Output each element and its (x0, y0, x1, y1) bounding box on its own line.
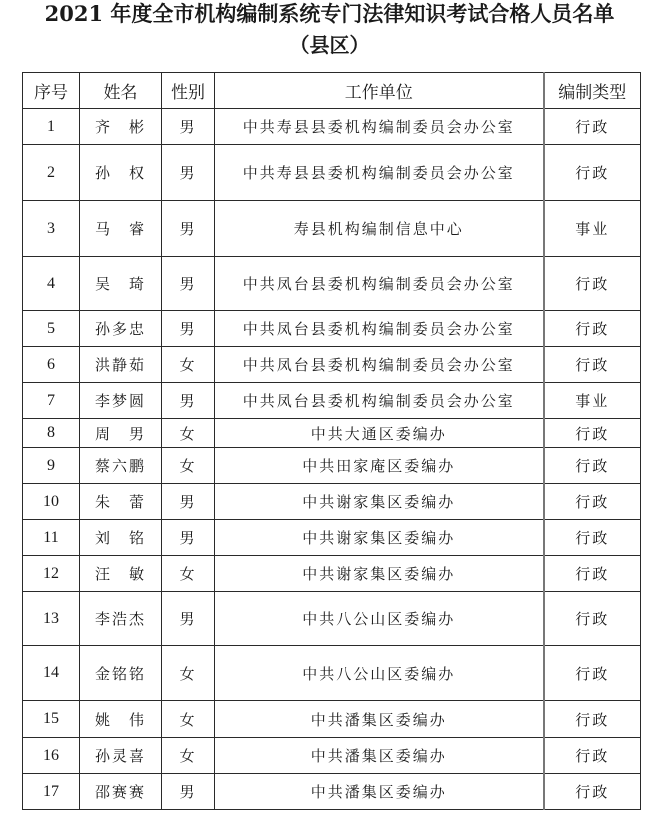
table-row (23, 701, 641, 738)
person-name-cell: 马 睿 (80, 201, 162, 257)
person-name-cell: 邵赛赛 (80, 774, 162, 810)
row-number-cell: 16 (23, 738, 80, 774)
work-unit-cell: 中共凤台县委机构编制委员会办公室 (215, 383, 544, 419)
gender-cell: 女 (162, 419, 215, 448)
row-number-cell: 7 (23, 383, 80, 419)
table-row (23, 419, 641, 448)
person-name-cell: 刘 铭 (80, 520, 162, 556)
person-name-cell: 朱 蕾 (80, 484, 162, 520)
table-row (23, 738, 641, 774)
table-row (23, 774, 641, 810)
gender-cell: 男 (162, 484, 215, 520)
gender-cell: 男 (162, 592, 215, 646)
table-row (23, 646, 641, 701)
work-unit-cell: 中共凤台县委机构编制委员会办公室 (215, 257, 544, 311)
gender-cell: 男 (162, 774, 215, 810)
row-number-cell: 9 (23, 448, 80, 484)
work-unit-cell: 中共谢家集区委编办 (215, 520, 544, 556)
staffing-type-cell: 行政 (544, 774, 641, 810)
staffing-type-cell: 行政 (544, 145, 641, 201)
table-body (23, 109, 641, 810)
gender-cell: 男 (162, 520, 215, 556)
work-unit-cell: 中共寿县县委机构编制委员会办公室 (215, 145, 544, 201)
person-name-cell: 孙灵喜 (80, 738, 162, 774)
staffing-type-cell: 行政 (544, 109, 641, 145)
work-unit-cell: 中共潘集区委编办 (215, 774, 544, 810)
person-name-cell: 周 男 (80, 419, 162, 448)
gender-cell: 男 (162, 201, 215, 257)
column-header-staffing-type: 编制类型 (544, 73, 641, 109)
table-row (23, 383, 641, 419)
person-name-cell: 孙 权 (80, 145, 162, 201)
gender-cell: 女 (162, 701, 215, 738)
person-name-cell: 齐 彬 (80, 109, 162, 145)
person-name-cell: 姚 伟 (80, 701, 162, 738)
row-number-cell: 1 (23, 109, 80, 145)
row-number-cell: 17 (23, 774, 80, 810)
header-row (23, 73, 641, 109)
staffing-type-cell: 行政 (544, 257, 641, 311)
staffing-type-cell: 事业 (544, 383, 641, 419)
gender-cell: 男 (162, 109, 215, 145)
gender-cell: 男 (162, 383, 215, 419)
column-header-number: 序号 (23, 73, 80, 109)
table-row (23, 347, 641, 383)
person-name-cell: 汪 敏 (80, 556, 162, 592)
staffing-type-cell: 行政 (544, 646, 641, 701)
table-row (23, 556, 641, 592)
work-unit-cell: 中共潘集区委编办 (215, 701, 544, 738)
table-row (23, 311, 641, 347)
gender-cell: 女 (162, 556, 215, 592)
gender-cell: 男 (162, 257, 215, 311)
staffing-type-cell: 行政 (544, 311, 641, 347)
staffing-type-cell: 行政 (544, 556, 641, 592)
work-unit-cell: 中共谢家集区委编办 (215, 484, 544, 520)
work-unit-cell: 中共谢家集区委编办 (215, 556, 544, 592)
work-unit-cell: 中共田家庵区委编办 (215, 448, 544, 484)
row-number-cell: 8 (23, 419, 80, 448)
document-subtitle: （县区） (289, 33, 370, 57)
staffing-type-cell: 行政 (544, 701, 641, 738)
row-number-cell: 13 (23, 592, 80, 646)
person-name-cell: 李浩杰 (80, 592, 162, 646)
work-unit-cell: 中共大通区委编办 (215, 419, 544, 448)
column-header-unit: 工作单位 (215, 73, 544, 109)
staffing-type-cell: 事业 (544, 201, 641, 257)
row-number-cell: 2 (23, 145, 80, 201)
row-number-cell: 15 (23, 701, 80, 738)
person-name-cell: 李梦圆 (80, 383, 162, 419)
staffing-type-cell: 行政 (544, 419, 641, 448)
gender-cell: 女 (162, 738, 215, 774)
row-number-cell: 14 (23, 646, 80, 701)
person-name-cell: 洪静茹 (80, 347, 162, 383)
roster-table (22, 72, 641, 810)
staffing-type-cell: 行政 (544, 347, 641, 383)
work-unit-cell: 中共凤台县委机构编制委员会办公室 (215, 347, 544, 383)
table-row (23, 592, 641, 646)
work-unit-cell: 中共寿县县委机构编制委员会办公室 (215, 109, 544, 145)
table-row (23, 257, 641, 311)
work-unit-cell: 中共潘集区委编办 (215, 738, 544, 774)
row-number-cell: 12 (23, 556, 80, 592)
work-unit-cell: 中共八公山区委编办 (215, 646, 544, 701)
column-header-name: 姓名 (80, 73, 162, 109)
person-name-cell: 蔡六鹏 (80, 448, 162, 484)
row-number-cell: 3 (23, 201, 80, 257)
row-number-cell: 5 (23, 311, 80, 347)
table-row (23, 520, 641, 556)
work-unit-cell: 中共凤台县委机构编制委员会办公室 (215, 311, 544, 347)
gender-cell: 女 (162, 347, 215, 383)
person-name-cell: 吴 琦 (80, 257, 162, 311)
staffing-type-cell: 行政 (544, 448, 641, 484)
work-unit-cell: 寿县机构编制信息中心 (215, 201, 544, 257)
row-number-cell: 11 (23, 520, 80, 556)
table-row (23, 145, 641, 201)
staffing-type-cell: 行政 (544, 484, 641, 520)
person-name-cell: 金铭铭 (80, 646, 162, 701)
work-unit-cell: 中共八公山区委编办 (215, 592, 544, 646)
row-number-cell: 10 (23, 484, 80, 520)
staffing-type-cell: 行政 (544, 738, 641, 774)
table-row (23, 201, 641, 257)
column-header-gender: 性别 (162, 73, 215, 109)
staffing-type-cell: 行政 (544, 592, 641, 646)
row-number-cell: 6 (23, 347, 80, 383)
gender-cell: 男 (162, 311, 215, 347)
person-name-cell: 孙多忠 (80, 311, 162, 347)
gender-cell: 女 (162, 646, 215, 701)
staffing-type-cell: 行政 (544, 520, 641, 556)
table-row (23, 448, 641, 484)
document-title: 2021 年度全市机构编制系统专门法律知识考试合格人员名单 (44, 1, 615, 26)
table-row (23, 484, 641, 520)
gender-cell: 女 (162, 448, 215, 484)
row-number-cell: 4 (23, 257, 80, 311)
table-row (23, 109, 641, 145)
gender-cell: 男 (162, 145, 215, 201)
